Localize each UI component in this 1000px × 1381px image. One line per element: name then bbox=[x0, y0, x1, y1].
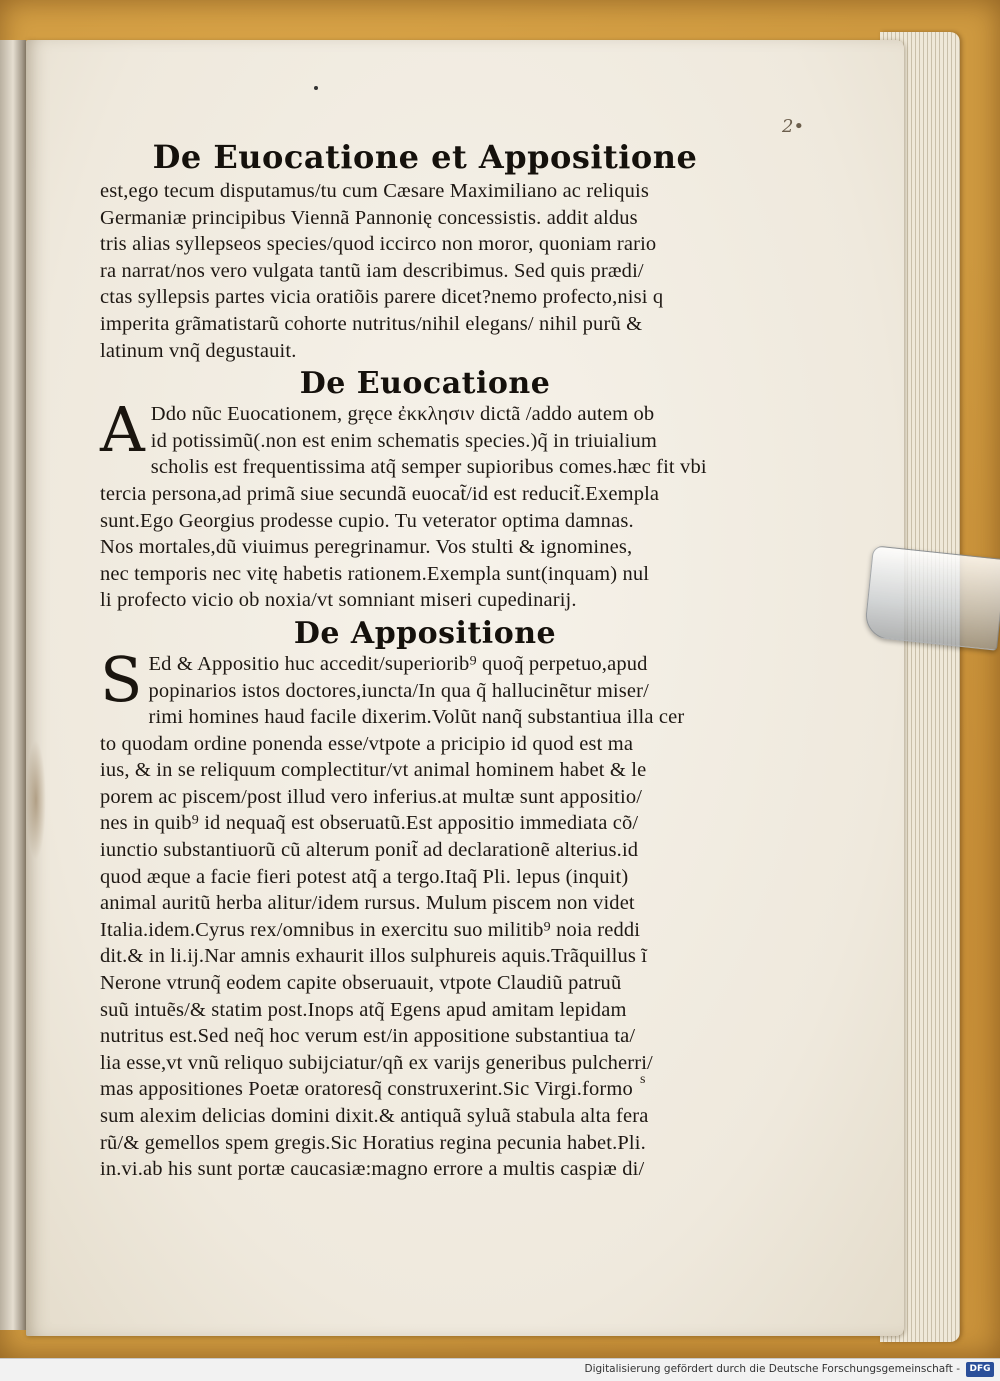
text-line: id potissimũ(.non est enim schematis species.)q̃ in triuialium bbox=[150, 429, 657, 452]
text-line: nec temporis nec vitę habetis rationem.Exempla sunt(inquam) nul bbox=[100, 562, 650, 585]
text-line: latinum vnq̃ degustauit. bbox=[100, 339, 297, 362]
text-line: lia esse,vt vnũ reliquo subijciatur/qñ ex varijs generibus pulcherri/ bbox=[100, 1051, 653, 1074]
text-line: Nerone vtrunq̃ eodem capite obseruauit, vtpote Claudiũ patruũ bbox=[100, 972, 622, 995]
folio-mark: 2• bbox=[782, 116, 805, 137]
footer-credit: Digitalisierung gefördert durch die Deutsche Forschungsgemeinschaft - bbox=[584, 1363, 960, 1375]
text-line: porem ac piscem/post illud vero inferius.at multæ sunt appositio/ bbox=[100, 785, 643, 808]
text-line: Italia.idem.Cyrus rex/omnibus in exercitu suo militib⁹ noia reddi bbox=[100, 918, 641, 941]
text-line: est,ego tecum disputamus/tu cum Cæsare Maximiliano ac reliquis bbox=[100, 180, 650, 202]
text-line: dit.& in li.ij.Nar amnis exhaurit illos sulphureis aquis.Trãquillus ĩ bbox=[100, 945, 648, 968]
drop-cap-s: S bbox=[100, 642, 143, 716]
text-line: ius, & in se reliquum complectitur/vt animal hominem habet & le bbox=[100, 759, 647, 782]
text-line: ctas syllepsis partes vicia oratiõis parere dicet?nemo profecto,nisi q bbox=[100, 286, 664, 309]
text-line: sum alexim delicias domini dixit.& antiquã syluã stabula alta fera bbox=[100, 1105, 649, 1127]
text-line: mas appositiones Poetæ oratoresq̃ construxerint.Sic Virgi.formo bbox=[100, 1078, 633, 1101]
appositione-lines bbox=[100, 642, 750, 1183]
text-line: imperita grãmatistarũ cohorte nutritus/nihil elegans/ nihil purũ & bbox=[100, 312, 643, 335]
footer-bar bbox=[0, 1358, 1000, 1381]
left-page-edge bbox=[0, 40, 26, 1330]
text-line: Nos mortales,dũ viuimus peregrinamur. Vos stulti & ignomines, bbox=[100, 536, 633, 559]
text-line: in.vi.ab his sunt portæ caucasiæ:magno errore a multis caspiæ di/ bbox=[100, 1158, 645, 1181]
text-line: nutritus est.Sed neq̃ hoc verum est/in appositione substantiua ta/ bbox=[100, 1025, 636, 1048]
heading-appositione: De Appositione bbox=[293, 615, 557, 651]
text-line: Germaniæ principibus Viennã Pannonię concessistis. addit aldus bbox=[100, 206, 638, 229]
euocatione-lines bbox=[100, 393, 750, 614]
text-line: sunt.Ego Georgius prodesse cupio. Tu veterator optima damnas. bbox=[100, 509, 634, 532]
text-line: tercia persona,ad primã siue secundã euocat̃/id est reducit̃.Exempla bbox=[100, 482, 660, 505]
intro-paragraph bbox=[100, 178, 750, 364]
text-line: quod æque a facie fieri potest atq̃ a tergo.Itaq̃ Pli. lepus (inquit) bbox=[100, 865, 629, 888]
text-line: iunctio substantiuorũ cũ alterum ponit̃ ad declarationẽ alterius.id bbox=[100, 839, 639, 862]
appositione-paragraph bbox=[100, 642, 750, 1183]
text-line: popinarios istos doctores,iuncta/In qua q̃ hallucinẽtur miser/ bbox=[148, 679, 649, 702]
text-line: suũ intuẽs/& statim post.Inops atq̃ Egens apud amitam lepidam bbox=[100, 998, 627, 1021]
heading-euocatione: De Euocatione bbox=[299, 366, 551, 402]
signature-mark: s bbox=[640, 1072, 646, 1087]
bookmark-clip bbox=[864, 545, 1000, 651]
page-stain bbox=[26, 740, 46, 860]
text-line: rũ/& gemellos spem gregis.Sic Horatius regina pecunia habet.Pli. bbox=[100, 1131, 646, 1154]
drop-cap-a: A bbox=[100, 393, 145, 467]
ink-dot bbox=[314, 86, 318, 90]
text-line: to quodam ordine ponenda esse/vtpote a pricipio id quod est ma bbox=[100, 732, 634, 755]
text-line: rimi homines haud facile dixerim.Volũt nanq̃ substantiua illa cer bbox=[148, 706, 685, 729]
text-line: Ddo nũc Euocationem, gręce ἐκκλησιν dictã /addo autem ob bbox=[150, 403, 655, 426]
dfg-logo: DFG bbox=[966, 1362, 994, 1377]
text-line: nes in quib⁹ id nequaq̃ est obseruatũ.Est appositio immediata cõ/ bbox=[100, 812, 639, 835]
text-line: li profecto vicio ob noxia/vt somniant miseri cupedinarij. bbox=[100, 589, 577, 612]
page-text bbox=[100, 130, 750, 1183]
text-line: scholis est frequentissima atq̃ semper supioribus comes.hæc fit vbi bbox=[150, 456, 707, 479]
text-line: animal auritũ herba alitur/idem rursus. Mulum piscem non videt bbox=[100, 892, 635, 915]
euocatione-paragraph bbox=[100, 393, 750, 614]
text-line: ra narrat/nos vero vulgata tantũ iam describimus. Sed quis prædi/ bbox=[100, 259, 644, 282]
text-line: tris alias syllepseos species/quod iccirco non moror, quoniam rario bbox=[100, 233, 657, 256]
text-line: Ed & Appositio huc accedit/superiorib⁹ quoq̃ perpetuo,apud bbox=[148, 652, 648, 675]
heading-main: De Euocatione et Appositione bbox=[152, 138, 698, 176]
